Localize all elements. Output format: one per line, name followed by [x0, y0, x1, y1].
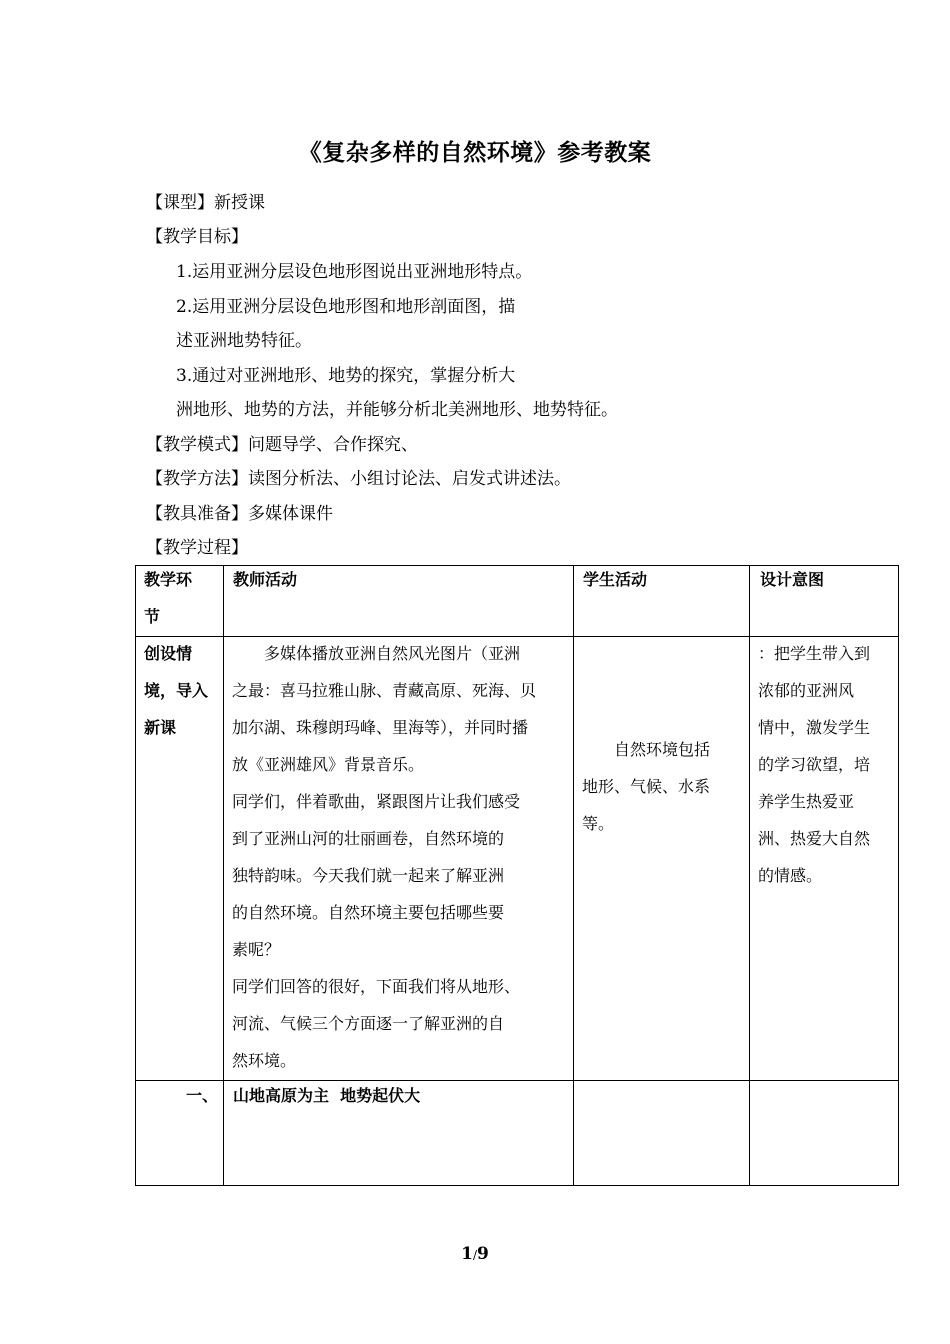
row1-student: [582, 731, 746, 842]
method-label: 【教学方法】: [146, 469, 248, 489]
teacher-line: 多媒体播放亚洲自然风光图片（亚洲: [232, 644, 521, 663]
student-line: 自然环境包括: [582, 740, 711, 759]
teacher-line: 加尔湖、珠穆朗玛峰、里海等），并同时播: [232, 718, 529, 737]
design-line: 的情感。: [758, 866, 823, 885]
row1-stage-line: 创设情: [144, 644, 193, 663]
header-stage-line2: 节: [144, 607, 161, 626]
teacher-line: 同学们回答的很好，下面我们将从地形、: [232, 977, 521, 996]
header-student: 学生活动: [583, 570, 648, 589]
goal-2-line2: 述亚洲地势特征。: [176, 331, 312, 351]
page-current: 1: [461, 1244, 473, 1264]
student-line: 等。: [582, 814, 615, 833]
page-total: 9: [477, 1244, 489, 1264]
student-line: 地形、气候、水系: [582, 777, 711, 796]
lesson-type-value: 新授课: [214, 193, 265, 213]
tools-label: 【教具准备】: [146, 504, 248, 524]
teacher-line: 到了亚洲山河的壮丽画卷，自然环境的: [232, 829, 505, 848]
row1-design: [758, 635, 896, 894]
goal-2-line1: 2.运用亚洲分层设色地形图和地形剖面图，描: [176, 297, 516, 317]
page-number: [0, 1244, 950, 1264]
goal-3-line1: 3.通过对亚洲地形、地势的探究，掌握分析大: [176, 366, 516, 386]
design-line: 养学生热爱亚: [758, 792, 855, 811]
teacher-line: 放《亚洲雄风》背景音乐。: [232, 755, 425, 774]
header-stage-line1: 教学环: [144, 570, 193, 589]
teacher-line: 同学们，伴着歌曲，紧跟图片让我们感受: [232, 792, 521, 811]
row2-stage: 一、: [186, 1086, 219, 1105]
goals-label: 【教学目标】: [146, 227, 248, 247]
tools-value: 多媒体课件: [248, 504, 333, 524]
mode-label: 【教学模式】: [146, 435, 248, 455]
design-line: 的学习欲望，培: [758, 755, 871, 774]
mode-value: 问题导学、合作探究、: [248, 435, 418, 455]
goal-1: 1.运用亚洲分层设色地形图说出亚洲地形特点。: [176, 262, 533, 282]
header-teacher: 教师活动: [233, 570, 298, 589]
row2-teacher: 山地高原为主 地势起伏大: [233, 1086, 421, 1105]
row1-stage-line: 新课: [144, 718, 177, 737]
teacher-line: 河流、气候三个方面逐一了解亚洲的自: [232, 1014, 505, 1033]
document-title: 《复杂多样的自然环境》参考教案: [298, 140, 652, 166]
goal-3-line2: 洲地形、地势的方法，并能够分析北美洲地形、地势特征。: [176, 400, 618, 420]
header-design: 设计意图: [760, 570, 825, 589]
page-separator: /: [472, 1248, 478, 1262]
design-line: 洲、热爱大自然: [758, 829, 871, 848]
lesson-type-label: 【课型】: [146, 193, 214, 213]
teacher-line: 素呢？: [232, 940, 281, 959]
process-label: 【教学过程】: [146, 538, 248, 558]
teacher-line: 独特韵味。今天我们就一起来了解亚洲: [232, 866, 505, 885]
teacher-line: 的自然环境。自然环境主要包括哪些要: [232, 903, 505, 922]
design-line: ：把学生带入到: [758, 644, 871, 663]
teacher-line: 然环境。: [232, 1051, 297, 1070]
design-line: 浓郁的亚洲风: [758, 681, 855, 700]
row1-stage: [144, 635, 208, 746]
row1-teacher: [232, 635, 570, 1079]
header-stage: [144, 561, 192, 635]
teacher-line: 之最：喜马拉雅山脉、青藏高原、死海、贝: [232, 681, 537, 700]
row1-stage-line: 境，导入: [144, 681, 209, 700]
design-line: 情中，激发学生: [758, 718, 871, 737]
method-value: 读图分析法、小组讨论法、启发式讲述法。: [248, 469, 571, 489]
